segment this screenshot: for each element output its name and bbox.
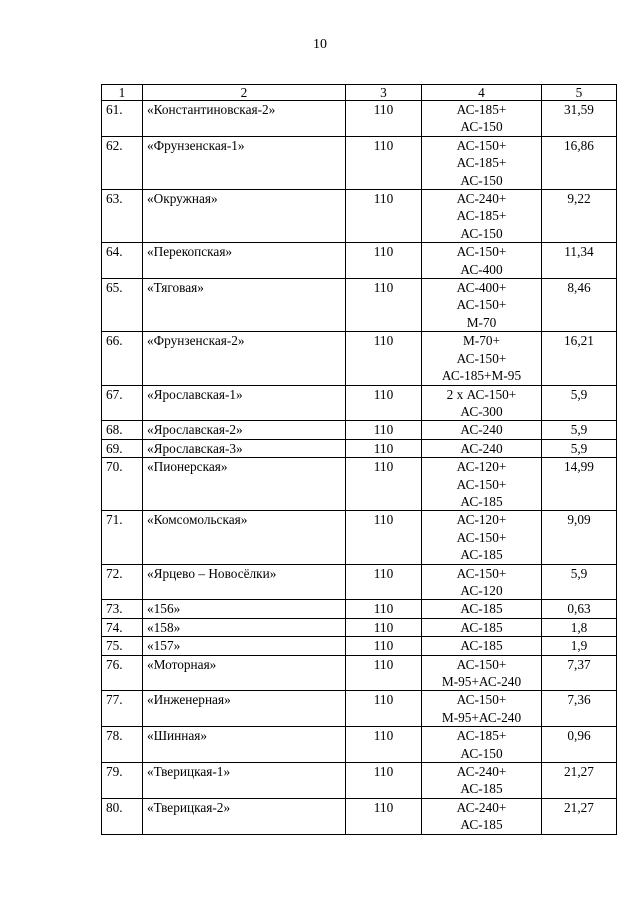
wire-type: М-95+АС-240 [441,709,522,725]
line-name: «Ярцево – Новосёлки» [143,564,346,600]
wire-type: АС-150 [460,119,503,135]
length-cell: 31,59 [542,101,617,137]
length-cell: 1,9 [542,637,617,655]
wire-type: АС-185 [460,619,503,635]
row-number: 63. [102,190,143,243]
length-cell: 16,86 [542,136,617,189]
line-name: «Константиновская-2» [143,101,346,137]
row-number: 67. [102,385,143,421]
length-cell: 14,99 [542,458,617,511]
wire-type: АС-240+ [456,191,507,207]
wire-type: АС-150+ [456,244,507,260]
voltage-cell: 110 [346,798,422,834]
wire-type: АС-150+ [456,137,507,153]
wire-type: АС-185+М-95 [441,368,522,384]
voltage-cell: 110 [346,511,422,564]
wire-type: АС-120+ [456,512,507,528]
length-cell: 16,21 [542,332,617,385]
length-cell: 0,96 [542,727,617,763]
wire-types-cell [422,637,542,655]
row-number: 64. [102,243,143,279]
wire-type: АС-185+ [456,208,507,224]
wire-type: АС-240+ [456,799,507,815]
voltage-cell: 110 [346,727,422,763]
wire-types-cell [422,564,542,600]
row-number: 62. [102,136,143,189]
wire-type: АС-185 [460,781,503,797]
wire-type: АС-240 [460,440,503,456]
length-cell: 1,8 [542,618,617,636]
table-row [102,101,617,137]
row-number: 70. [102,458,143,511]
line-name: «Перекопская» [143,243,346,279]
voltage-cell: 110 [346,600,422,618]
wire-type: АС-240+ [456,764,507,780]
voltage-cell: 110 [346,763,422,799]
line-name: «Окружная» [143,190,346,243]
table-row [102,439,617,457]
wire-types-cell [422,655,542,691]
length-cell: 9,09 [542,511,617,564]
line-name: «Фрунзенская-2» [143,332,346,385]
table-row [102,798,617,834]
table-header-row [102,85,617,101]
row-number: 72. [102,564,143,600]
voltage-cell: 110 [346,332,422,385]
voltage-cell: 110 [346,618,422,636]
wire-type: АС-185 [460,547,503,563]
length-cell: 5,9 [542,439,617,457]
wire-types-cell [422,385,542,421]
voltage-cell: 110 [346,421,422,439]
line-name: «Ярославская-2» [143,421,346,439]
row-number: 68. [102,421,143,439]
wire-type: АС-400+ [456,280,507,296]
wire-type: АС-185+ [456,728,507,744]
wire-types-cell [422,798,542,834]
wire-type: АС-185 [460,601,503,617]
wire-types-cell [422,439,542,457]
wire-types-cell [422,691,542,727]
voltage-cell: 110 [346,136,422,189]
length-cell: 21,27 [542,798,617,834]
wire-types-cell [422,727,542,763]
voltage-cell: 110 [346,439,422,457]
wire-type: АС-185 [460,638,503,654]
table-row [102,691,617,727]
row-number: 79. [102,763,143,799]
voltage-cell: 110 [346,385,422,421]
wire-type: АС-150+ [456,476,507,492]
wire-types-cell [422,136,542,189]
voltage-cell: 110 [346,691,422,727]
wire-types-cell [422,279,542,332]
header-col-1: 1 [102,85,143,101]
voltage-cell: 110 [346,101,422,137]
row-number: 61. [102,101,143,137]
wire-types-cell [422,763,542,799]
table-row [102,190,617,243]
table-row [102,564,617,600]
line-name: «Фрунзенская-1» [143,136,346,189]
line-name: «158» [143,618,346,636]
wire-type: АС-150 [460,172,503,188]
wire-type: АС-240 [460,422,503,438]
length-cell: 21,27 [542,763,617,799]
line-name: «Шинная» [143,727,346,763]
table-body [102,101,617,835]
row-number: 80. [102,798,143,834]
line-name: «157» [143,637,346,655]
table-row [102,637,617,655]
line-name: «Комсомольская» [143,511,346,564]
wire-type: АС-150+ [456,692,507,708]
row-number: 71. [102,511,143,564]
length-cell: 11,34 [542,243,617,279]
row-number: 69. [102,439,143,457]
header-col-4: 4 [422,85,542,101]
wire-type: АС-185+ [456,155,507,171]
wire-types-cell [422,511,542,564]
wire-type: АС-150 [460,225,503,241]
wire-type: АС-185 [460,817,503,833]
table-row [102,511,617,564]
table-row [102,136,617,189]
wire-types-cell [422,618,542,636]
length-cell: 5,9 [542,564,617,600]
table-row [102,600,617,618]
wire-type: АС-120+ [456,459,507,475]
table-row [102,385,617,421]
voltage-cell: 110 [346,458,422,511]
wire-type: М-70+ [462,333,501,349]
wire-type: АС-150+ [456,529,507,545]
length-cell: 7,36 [542,691,617,727]
line-name: «Инженерная» [143,691,346,727]
wire-type: АС-150+ [456,350,507,366]
wire-type: АС-400 [460,261,503,277]
row-number: 75. [102,637,143,655]
wire-type: АС-150+ [456,297,507,313]
line-name: «156» [143,600,346,618]
length-cell: 8,46 [542,279,617,332]
voltage-cell: 110 [346,243,422,279]
wire-type: АС-185+ [456,102,507,117]
wire-type: 2 х АС-150+ [446,386,517,402]
wire-type: М-95+АС-240 [441,674,522,689]
length-cell: 0,63 [542,600,617,618]
row-number: 66. [102,332,143,385]
header-col-2: 2 [143,85,346,101]
wire-types-cell [422,421,542,439]
voltage-cell: 110 [346,637,422,655]
table-row [102,763,617,799]
length-cell: 5,9 [542,385,617,421]
voltage-cell: 110 [346,564,422,600]
wire-types-cell [422,600,542,618]
header-col-5: 5 [542,85,617,101]
row-number: 77. [102,691,143,727]
wire-types-cell [422,332,542,385]
row-number: 76. [102,655,143,691]
table-row [102,458,617,511]
length-cell: 5,9 [542,421,617,439]
line-name: «Моторная» [143,655,346,691]
line-name: «Ярославская-1» [143,385,346,421]
wire-types-cell [422,458,542,511]
wire-type: М-70 [466,314,497,330]
table-row [102,332,617,385]
line-name: «Тяговая» [143,279,346,332]
row-number: 78. [102,727,143,763]
voltage-cell: 110 [346,655,422,691]
line-name: «Ярославская-3» [143,439,346,457]
table-row [102,243,617,279]
table-row [102,279,617,332]
wire-type: АС-120 [460,582,503,598]
wire-type: АС-185 [460,493,503,509]
wire-type: АС-150 [460,745,503,761]
length-cell: 9,22 [542,190,617,243]
table-row [102,421,617,439]
row-number: 65. [102,279,143,332]
voltage-cell: 110 [346,279,422,332]
wire-type: АС-150+ [456,656,507,672]
wire-types-cell [422,190,542,243]
voltage-cell: 110 [346,190,422,243]
line-name: «Тверицкая-1» [143,763,346,799]
line-name: «Тверицкая-2» [143,798,346,834]
power-lines-table [101,84,617,835]
wire-types-cell [422,101,542,137]
page-number: 10 [313,37,327,52]
row-number: 73. [102,600,143,618]
line-name: «Пионерская» [143,458,346,511]
table-row [102,727,617,763]
wire-types-cell [422,243,542,279]
row-number: 74. [102,618,143,636]
length-cell: 7,37 [542,655,617,691]
wire-type: АС-300 [460,403,503,419]
table-row [102,655,617,691]
header-col-3: 3 [346,85,422,101]
table-row [102,618,617,636]
wire-type: АС-150+ [456,565,507,581]
